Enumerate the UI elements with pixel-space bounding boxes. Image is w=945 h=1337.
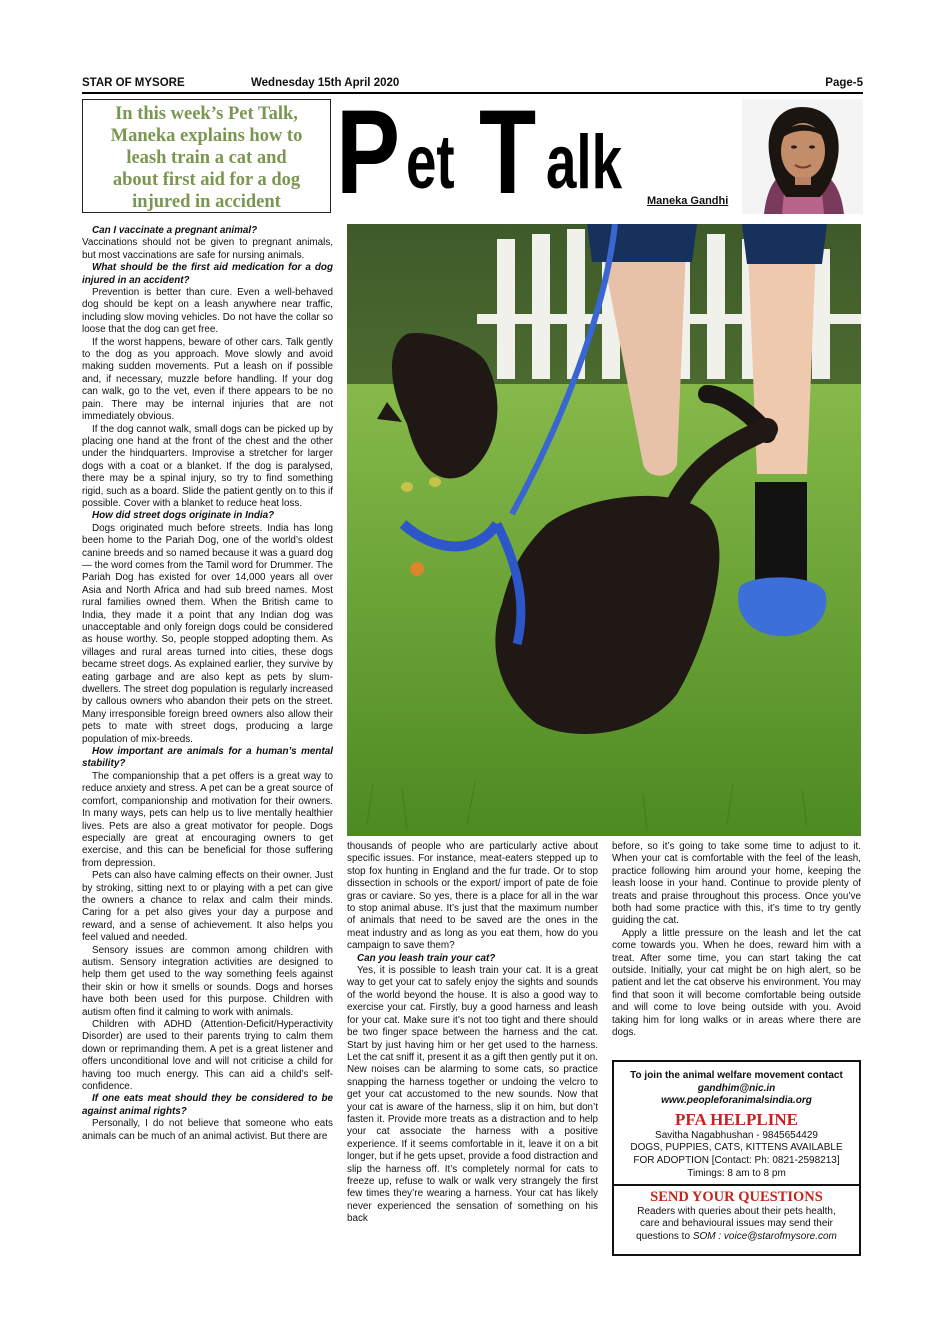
cat-on-leash-photo <box>347 224 861 836</box>
paragraph: Dogs originated much before streets. India has long been home to the Pariah Dog, one of the world’s oldest canine breeds and so named because it was a guard dog — the word comes from the Tamil word for Drummer. The Pariah Dog has existed for over 14,000 years all over Asia and North Africa and had sub breed names. Most rural families owned them. When the British came to India, they made it a point that any Indian dog was unacceptable and only foreign dogs could be considered as house worthy. So, people stopped adopting them. As villages and rural areas turned into cities, these dogs became street dogs. As explained earlier, they survive by eating garbage and are also kept as pets by slum-dwellers. The street dog population is regularly increased by callous owners who abandon their pets on the street. Many irresponsible foreign breed owners also allow their pets to mate with street dogs, producing a large population of mix-breeds. <box>82 522 333 745</box>
question: What should be the first aid medication for a dog injured in an accident? <box>82 262 333 286</box>
author-portrait <box>742 99 863 214</box>
readers-text: questions to <box>636 1230 693 1242</box>
paragraph: Apply a little pressure on the leash and let the cat come towards you. When he does, reward him with a treat. After some time, you can start taking the cat outside. Initially, your cat might be on high alert, so be patient and let the cat observe his environment. You may find that soon it will become comfortable being outside and will come to love being outside with you. Avoid taking him for long walks or in areas where there are dogs. <box>612 927 861 1039</box>
website-link[interactable]: www.peopleforanimalsindia.org <box>661 1095 812 1107</box>
helpline-timings: Timings: 8 am to 8 pm <box>687 1167 786 1179</box>
masthead-alk: alk <box>546 120 623 205</box>
question: How important are animals for a human’s mental stability? <box>82 746 333 770</box>
readers-text: Readers with queries about their pets health, <box>637 1205 836 1217</box>
paragraph: Prevention is better than cure. Even a well-behaved dog should be kept on a leash anywhere near traffic, including slow moving vehicles. Do not have the collar so loose that the dog can get free. <box>82 287 333 336</box>
send-questions-title: SEND YOUR QUESTIONS <box>650 1188 823 1205</box>
question: Can you leash train your cat? <box>357 952 496 964</box>
box-divider <box>614 1184 859 1186</box>
paragraph: before, so it’s going to take some time to adjust to it. When your cat is comfortable with the feel of the leash, practice following him around your home, keeping the leash loose in your hand. Continue to provide plenty of treats and praise throughout this process. Once you’ve both had some practice with this, it’s time to try gently guiding the cat. <box>612 841 861 927</box>
paragraph: If the worst happens, beware of other cars. Talk gently to the dog as you approach. Move slowly and avoid making sudden movements. Put a leash on if possible and, if necessary, muzzle before handling. If your dog can walk, go to the vet, even if there appears to be no pain. There may be internal injuries that are not immediately obvious. <box>82 336 333 423</box>
article-column-1 <box>82 225 333 1143</box>
paragraph: Yes, it is possible to leash train your cat. It is a great way to get your cat to safely enjoy the sights and sounds of the world beyond the house. It is also a good way to exercise your cat. Firstly, buy a good harness and leash for your cat. Make sure it’s not too tight and there should be two finger space between the harness and the cat. Start by just having him or her get used to the harness. Let the cat sniff it, present it as a gift then gently put it on. New noises can be alarming to some cats, so practice snapping the harness together or undoing the velcro to get your cat accustomed to the new sounds. Now that your cat is aware of the harness, slip it on him, but don’t fasten it. Provide more treats as a distraction and to help your cat associate the harness with a positive experience. If it seems comfortable in it, leave it on a bit longer, but if he gets upset, provide a food distraction and slip the harness off. It’s completely normal for cats to freeze up, refuse to walk or walk very strangely the first few times they’re wearing a harness. Your cat has likely never experienced the sensation of something on his back <box>347 965 598 1225</box>
issue-date: Wednesday 15th April 2020 <box>251 77 400 89</box>
teaser-line: about first aid for a dog <box>112 170 301 190</box>
join-text: To join the animal welfare movement contact <box>630 1070 843 1081</box>
paragraph: Pets can also have calming effects on their owner. Just by stroking, sitting next to or playing with a pet can give the owners a chance to relax and calm their minds. Caring for a pet also gives your day a purpose and reward, and a sense of achievement. It also helps you feel valued and needed. <box>82 870 333 944</box>
teaser-box <box>82 99 331 213</box>
readers-text: care and behavioural issues may send their <box>640 1218 833 1230</box>
newspaper-name: STAR OF MYSORE <box>82 77 185 89</box>
paragraph: Children with ADHD (Attention-Deficit/Hyperactivity Disorder) are used to their parents trying to calm them down or reprimanding them. A pet is a great listener and offers unconditional love and will not criticise a child for having too much energy. This can aid a child’s self-confidence. <box>82 1019 333 1093</box>
submission-email[interactable]: : voice@starofmysore.com <box>715 1230 837 1242</box>
paragraph: thousands of people who are particularly active about specific issues. For instance, meat-eaters stepped up to stop fox hunting in England and the fur trade. Or to stop dissection in schools or the export/ import of pate de foie gras or caviare. So yes, there is a place for all in the war to stop animal abuse. It’s just that the maximum number of animals that need to be saved are the ones in the meat industry and as long as you eat them, how do you campaign to save them? <box>347 841 598 952</box>
header-rule <box>82 92 863 94</box>
pfa-info-box <box>612 1060 861 1256</box>
paragraph: The companionship that a pet offers is a great way to reduce anxiety and stress. A pet can be a great source of comfort, companionship and motivation for their owners. In many ways, pets can help us to live mentally healthier lives. Pets are also a great motivator for people. Dogs especially are great at encouraging owners to get exercise, and this can be beneficial for those suffering from depression. <box>82 770 333 869</box>
masthead-et: et <box>406 120 455 205</box>
article-column-3 <box>612 841 861 1040</box>
teaser-line: In this week’s Pet Talk, <box>115 104 298 124</box>
author-byline: Maneka Gandhi <box>647 195 729 207</box>
helpline-contact: Savitha Nagabhushan - 9845654429 <box>655 1129 818 1141</box>
som-abbrev: SOM <box>692 1230 716 1242</box>
page-number: Page-5 <box>825 77 863 89</box>
paragraph: Sensory issues are common among children with autism. Sensory integration activities are designed to help them get used to the way something feels against their skin or how it smells or sounds. Dogs and horses have both been used for this purpose. Children with autism often find it calming to work with animals. <box>82 944 333 1018</box>
paragraph: If the dog cannot walk, small dogs can be picked up by placing one hand at the front of the chest and the other under the hindquarters. Improvise a stretcher for larger dogs with a coat or a blanket. If the dog is paralysed, there may be a spinal injury, so try to find something rigid, such as a board. Slide the patient gently on to this if possible. Cover with a blanket to reduce heat loss. <box>82 423 333 509</box>
contact-email[interactable]: gandhim@nic.in <box>697 1082 776 1094</box>
question: How did street dogs originate in India? <box>92 510 275 522</box>
question: If one eats meat should they be considered to be against animal rights? <box>82 1093 333 1117</box>
helpline-title: PFA HELPLINE <box>675 1109 798 1129</box>
paragraph: Personally, I do not believe that someone who eats animals can be much of an animal activist. But there are <box>82 1118 333 1142</box>
adoption-contact: FOR ADOPTION [Contact: Ph: 0821-2598213] <box>633 1154 840 1166</box>
teaser-line: injured in accident <box>132 192 281 212</box>
paragraph: Vaccinations should not be given to pregnant animals, but most vaccinations are safe for nursing animals. <box>82 237 333 261</box>
teaser-line: leash train a cat and <box>126 148 287 168</box>
adoption-availability: DOGS, PUPPIES, CATS, KITTENS AVAILABLE <box>630 1142 843 1154</box>
masthead-letter-p: P <box>336 85 401 219</box>
article-column-2 <box>347 841 598 1226</box>
teaser-line: Maneka explains how to <box>110 126 303 146</box>
readers-text <box>614 1231 859 1244</box>
masthead-letter-t: T <box>479 85 537 219</box>
question: Can I vaccinate a pregnant animal? <box>92 225 258 236</box>
